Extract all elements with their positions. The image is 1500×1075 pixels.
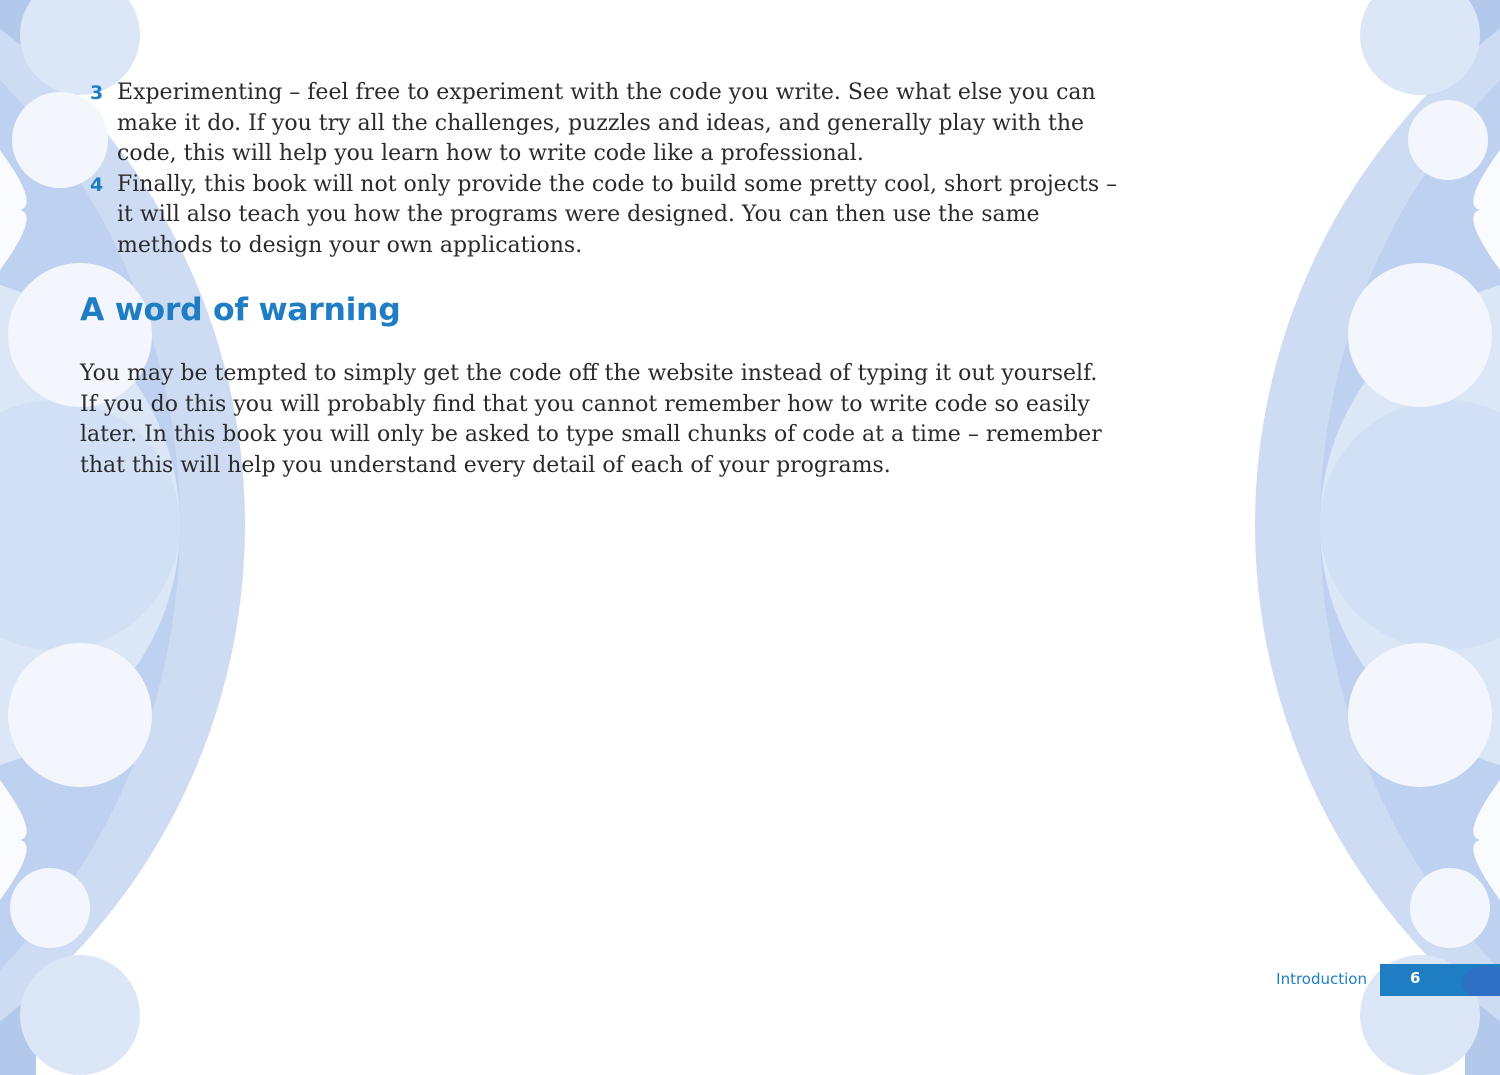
list-item: [80, 170, 1120, 262]
list-item-number: 4: [90, 173, 104, 196]
page-number-tab: [1380, 964, 1500, 996]
numbered-list: [80, 78, 1120, 261]
page-footer: [1250, 964, 1500, 996]
footer-section-title: Introduction: [1276, 970, 1367, 988]
body-paragraph: You may be tempted to simply get the code off the website instead of typing it out yourself. If you do this you will probably find that you cannot remember how to write code so easily later. In this book you will only be asked to type small chunks of code at a time – remember that this will help you understand every detail of each of your programs.: [80, 361, 1102, 478]
section-heading: A word of warning: [80, 292, 401, 328]
list-item-text: Finally, this book will not only provide the code to build some pretty cool, short projects – it will also teach you how the programs were designed. You can then use the same methods to design your own applications.: [117, 171, 1118, 258]
list-item-number: 3: [90, 82, 104, 104]
page-content: [80, 78, 1120, 481]
list-item: [80, 78, 1120, 170]
right-decoration: [1255, 0, 1500, 1075]
page-number: 6: [1410, 969, 1421, 987]
list-item-text: Experimenting – feel free to experiment with the code you write. See what else you can make it do. If you try all the challenges, puzzles and ideas, and generally play with the code, this will help you learn how to write code like a professional.: [117, 80, 1096, 166]
